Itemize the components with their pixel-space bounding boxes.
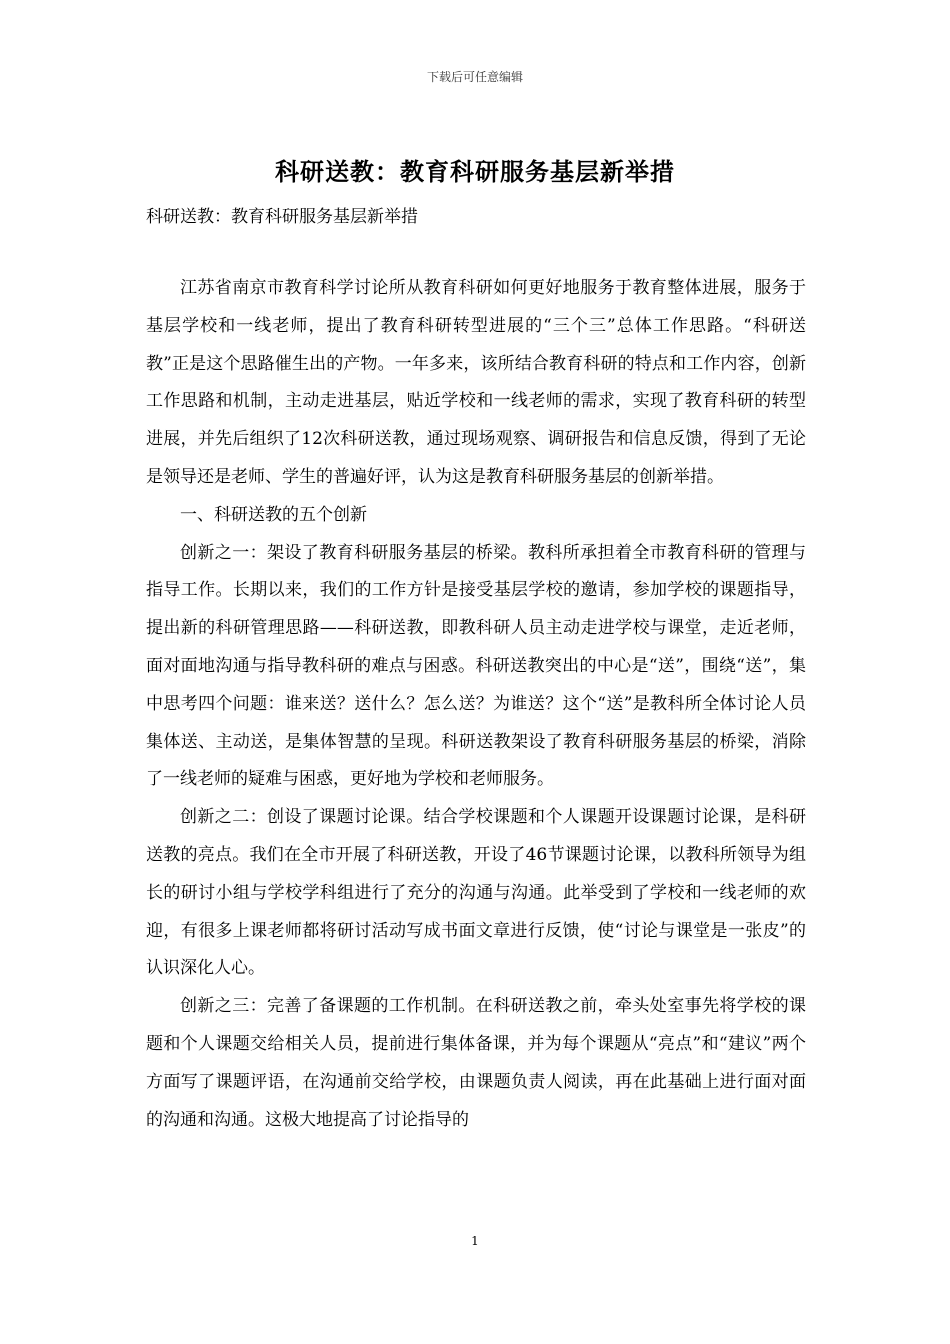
- document-title: 科研送教：教育科研服务基层新举措: [275, 157, 675, 186]
- document-body: [146, 270, 806, 1139]
- page-number: 1: [471, 1234, 479, 1248]
- paragraph-innovation-1: 创新之一：架设了教育科研服务基层的桥梁。教科所承担着全市教育科研的管理与指导工作。长期以来，我们的工作方针是接受基层学校的邀请，参加学校的课题指导，提出新的科研管理思路——科研送教，即教科研人员主动走进学校与课堂，走近老师，面对面地沟通与指导教科研的难点与困惑。科研送教突出的中心是“送”，围绕“送”，集中思考四个问题：谁来送？送什么？怎么送？为谁送？这个“送”是教科所全体讨论人员集体送、主动送，是集体智慧的呈现。科研送教架设了教育科研服务基层的桥梁，消除了一线老师的疑难与困惑，更好地为学校和老师服务。: [146, 542, 806, 790]
- section-heading: 一、科研送教的五个创新: [180, 504, 367, 525]
- paragraph-intro: 江苏省南京市教育科学讨论所从教育科研如何更好地服务于教育整体进展，服务于基层学校和一线老师，提出了教育科研转型进展的“三个三”总体工作思路。“科研送教”正是这个思路催生出的产物。一年多来，该所结合教育科研的特点和工作内容，创新工作思路和机制，主动走进基层，贴近学校和一线老师的需求，实现了教育科研的转型进展，并先后组织了12次科研送教，通过现场观察、调研报告和信息反馈，得到了无论是领导还是老师、学生的普遍好评，认为这是教育科研服务基层的创新举措。: [146, 278, 806, 487]
- paragraph-innovation-3: 创新之三：完善了备课题的工作机制。在科研送教之前，牵头处室事先将学校的课题和个人课题交给相关人员，提前进行集体备课，并为每个课题从“亮点”和“建议”两个方面写了课题评语，在沟通前交给学校，由课题负责人阅读，再在此基础上进行面对面的沟通和沟通。这极大地提高了讨论指导的: [146, 996, 806, 1130]
- paragraph-innovation-2: 创新之二：创设了课题讨论课。结合学校课题和个人课题开设课题讨论课，是科研送教的亮点。我们在全市开展了科研送教，开设了46节课题讨论课，以教科所领导为组长的研讨小组与学校学科组进行了充分的沟通与沟通。此举受到了学校和一线老师的欢迎，有很多上课老师都将研讨活动写成书面文章进行反馈，使“讨论与课堂是一张皮”的认识深化人心。: [146, 807, 806, 979]
- header-note: 下载后可任意编辑: [426, 70, 523, 84]
- document-subtitle: 科研送教：教育科研服务基层新举措: [146, 207, 418, 227]
